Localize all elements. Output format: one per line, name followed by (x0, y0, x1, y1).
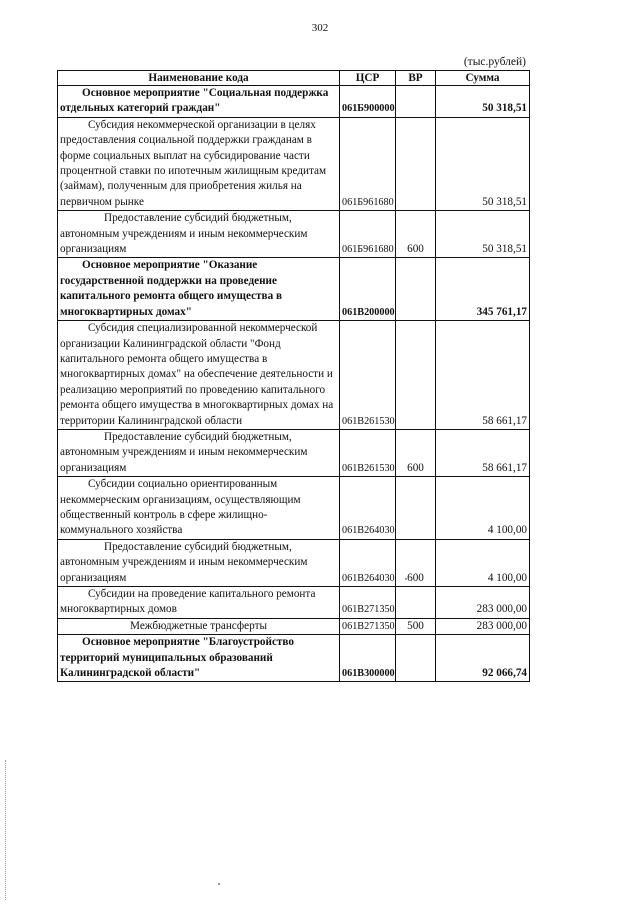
row-vr (396, 477, 436, 540)
row-sum: 283 000,00 (436, 587, 530, 619)
row-vr (396, 117, 436, 210)
header-name: Наименование кода (58, 71, 340, 86)
budget-table (57, 70, 530, 682)
row-csr: 061В261530 (340, 429, 396, 476)
page-number: 302 (311, 22, 329, 34)
table-row (58, 86, 530, 118)
row-csr: 061В300000 (340, 635, 396, 682)
row-name: Субсидии социально ориентированным некоммерческим организациям, осуществляющим общественный контроль в сфере жилищно-коммунального хозяйства (58, 477, 340, 540)
row-sum: 50 318,51 (436, 211, 530, 258)
row-name: Межбюджетные трансферты (58, 618, 340, 634)
table-row (58, 635, 530, 682)
table-row (58, 587, 530, 619)
row-csr: 061В261530 (340, 321, 396, 430)
table-row (58, 117, 530, 210)
row-sum: 50 318,51 (436, 86, 530, 118)
table-header-row (58, 71, 530, 86)
row-name: Предоставление субсидий бюджетным, автономным учреждениям и иным некоммерческим организациям (58, 211, 340, 258)
row-vr (396, 587, 436, 619)
row-csr: 061В200000 (340, 258, 396, 321)
row-name: Основное мероприятие "Социальная поддержка отдельных категорий граждан" (58, 86, 340, 118)
scan-margin-line (5, 760, 7, 900)
row-vr: 500 (396, 618, 436, 634)
table-row (58, 321, 530, 430)
row-name: Предоставление субсидий бюджетным, автономным учреждениям и иным некоммерческим организациям (58, 429, 340, 476)
row-vr (396, 635, 436, 682)
row-name: Основное мероприятие "Оказание государственной поддержки на проведение капитального ремонта общего имущества в многоквартирных домах" (58, 258, 340, 321)
row-csr: 061Б961680 (340, 211, 396, 258)
row-csr: 061Б961680 (340, 117, 396, 210)
table-row (58, 618, 530, 634)
header-csr: ЦСР (340, 71, 396, 86)
row-sum: 4 100,00 (436, 539, 530, 586)
row-csr: 061В264030 (340, 477, 396, 540)
table-row (58, 429, 530, 476)
row-csr: 061Б900000 (340, 86, 396, 118)
scan-speck (405, 578, 407, 580)
row-vr (396, 86, 436, 118)
table-row (58, 258, 530, 321)
header-sum: Сумма (436, 71, 530, 86)
row-sum: 92 066,74 (436, 635, 530, 682)
row-vr (396, 321, 436, 430)
row-csr: 061В271350 (340, 587, 396, 619)
row-csr: 061В264030 (340, 539, 396, 586)
row-vr: 600 (396, 429, 436, 476)
row-name: Предоставление субсидий бюджетным, автономным учреждениям и иным некоммерческим организациям (58, 539, 340, 586)
row-sum: 58 661,17 (436, 321, 530, 430)
row-sum: 50 318,51 (436, 117, 530, 210)
row-vr: 600 (396, 539, 436, 586)
row-csr: 061В271350 (340, 618, 396, 634)
table-row (58, 477, 530, 540)
row-sum: 58 661,17 (436, 429, 530, 476)
row-vr (396, 258, 436, 321)
row-sum: 283 000,00 (436, 618, 530, 634)
scan-speck (218, 883, 220, 885)
row-name: Субсидии на проведение капитального ремонта многоквартирных домов (58, 587, 340, 619)
row-sum: 345 761,17 (436, 258, 530, 321)
table-row (58, 539, 530, 586)
row-name: Субсидия специализированной некоммерческой организации Калининградской области "Фонд капитального ремонта общего имущества в многоквартирных домах" на обеспечение деятельности и реализацию мероприятий по проведению капитального ремонта общего имущества в многоквартирных домах на территории Калининградской области (58, 321, 340, 430)
header-vr: ВР (396, 71, 436, 86)
row-name: Субсидия некоммерческой организации в целях предоставления социальной поддержки гражданам в форме социальных выплат на субсидирование части процентной ставки по ипотечным жилищным кредитам (займам), полученным для приобретения жилья на первичном рынке (58, 117, 340, 210)
table-row (58, 211, 530, 258)
units-label: (тыс.рублей) (463, 56, 526, 68)
row-vr: 600 (396, 211, 436, 258)
row-name: Основное мероприятие "Благоустройство территорий муниципальных образований Калининградской области" (58, 635, 340, 682)
row-sum: 4 100,00 (436, 477, 530, 540)
